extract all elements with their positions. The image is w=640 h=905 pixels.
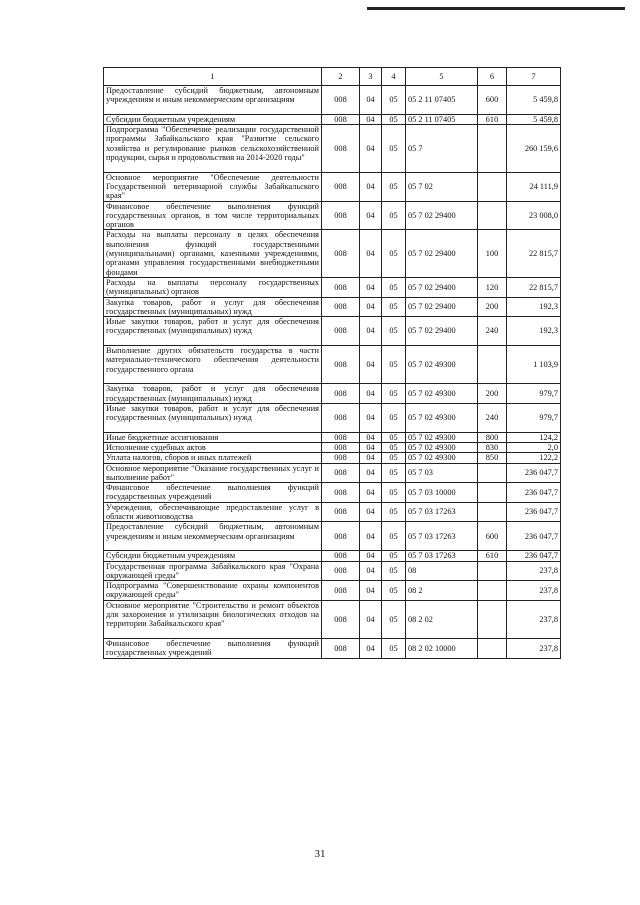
code-csr: 05 7 [406, 125, 478, 173]
code-csr: 08 2 02 10000 [406, 638, 478, 658]
code-rz: 04 [360, 432, 382, 442]
code-gr: 008 [322, 317, 360, 346]
code-csr: 05 7 02 49300 [406, 432, 478, 442]
code-csr: 05 7 03 17263 [406, 522, 478, 551]
table-row [104, 502, 561, 522]
code-rz: 04 [360, 384, 382, 404]
code-pr: 05 [382, 432, 406, 442]
code-vr [478, 463, 507, 483]
code-pr: 05 [382, 384, 406, 404]
row-name: Расходы на выплаты персоналу государственных (муниципальных) органов [104, 277, 322, 297]
amount: 236 047,7 [507, 502, 561, 522]
row-name: Подпрограмма "Обеспечение реализации государственной программы Забайкальского края "Развитие сельского хозяйства и регулирование рынков сельскохозяйственной продукции, сырья и продовольствия на 2014-2020 годы" [104, 125, 322, 173]
code-pr: 05 [382, 443, 406, 453]
code-csr: 05 2 11 07405 [406, 114, 478, 124]
code-gr: 008 [322, 277, 360, 297]
code-pr: 05 [382, 172, 406, 201]
amount: 237,8 [507, 600, 561, 638]
row-name: Подпрограмма "Совершенствование охраны компонентов окружающей среды" [104, 581, 322, 601]
code-rz: 04 [360, 346, 382, 384]
code-pr: 05 [382, 638, 406, 658]
code-gr: 008 [322, 463, 360, 483]
column-header: 7 [507, 68, 561, 86]
code-gr: 008 [322, 522, 360, 551]
table-row [104, 443, 561, 453]
code-csr: 08 2 02 [406, 600, 478, 638]
amount: 236 047,7 [507, 483, 561, 503]
table-row [104, 384, 561, 404]
code-vr: 200 [478, 297, 507, 317]
table-row [104, 125, 561, 173]
table-row [104, 403, 561, 432]
row-name: Государственная программа Забайкальского края "Охрана окружающей среды" [104, 561, 322, 581]
code-csr: 05 7 02 29400 [406, 297, 478, 317]
code-gr: 008 [322, 453, 360, 463]
code-pr: 05 [382, 114, 406, 124]
amount: 236 047,7 [507, 522, 561, 551]
table-row [104, 230, 561, 278]
amount: 979,7 [507, 384, 561, 404]
row-name: Иные закупки товаров, работ и услуг для обеспечения государственных (муниципальных) нужд [104, 317, 322, 346]
amount: 1 103,9 [507, 346, 561, 384]
amount: 237,8 [507, 581, 561, 601]
row-name: Иные закупки товаров, работ и услуг для обеспечения государственных (муниципальных) нужд [104, 403, 322, 432]
code-vr: 100 [478, 230, 507, 278]
column-header: 4 [382, 68, 406, 86]
row-name: Основное мероприятие "Оказание государственных услуг и выполнение работ" [104, 463, 322, 483]
table-row [104, 453, 561, 463]
amount: 2,0 [507, 443, 561, 453]
column-header: 5 [406, 68, 478, 86]
amount: 236 047,7 [507, 463, 561, 483]
code-gr: 008 [322, 297, 360, 317]
code-csr: 08 2 [406, 581, 478, 601]
code-rz: 04 [360, 581, 382, 601]
code-pr: 05 [382, 277, 406, 297]
row-name: Основное мероприятие "Обеспечение деятельности Государственной ветеринарной службы Забайкальского края" [104, 172, 322, 201]
row-name: Закупка товаров, работ и услуг для обеспечения государственных (муниципальных) нужд [104, 384, 322, 404]
code-vr [478, 600, 507, 638]
table-row [104, 463, 561, 483]
budget-table [103, 67, 561, 659]
code-vr [478, 502, 507, 522]
code-gr: 008 [322, 172, 360, 201]
table-body [104, 86, 561, 659]
code-pr: 05 [382, 230, 406, 278]
code-rz: 04 [360, 600, 382, 638]
table-row [104, 114, 561, 124]
code-vr: 240 [478, 403, 507, 432]
row-name: Субсидии бюджетным учреждениям [104, 114, 322, 124]
amount: 192,3 [507, 297, 561, 317]
code-gr: 008 [322, 551, 360, 561]
code-rz: 04 [360, 230, 382, 278]
code-pr: 05 [382, 125, 406, 173]
amount: 979,7 [507, 403, 561, 432]
row-name: Финансовое обеспечение выполнения функций государственных учреждений [104, 638, 322, 658]
table-row [104, 638, 561, 658]
code-vr: 120 [478, 277, 507, 297]
column-header: 6 [478, 68, 507, 86]
code-pr: 05 [382, 551, 406, 561]
table-row [104, 346, 561, 384]
code-csr: 05 7 02 49300 [406, 346, 478, 384]
code-pr: 05 [382, 522, 406, 551]
table-row [104, 317, 561, 346]
code-gr: 008 [322, 201, 360, 230]
code-vr [478, 638, 507, 658]
code-vr: 240 [478, 317, 507, 346]
code-vr: 610 [478, 551, 507, 561]
code-vr [478, 201, 507, 230]
code-csr: 05 7 03 17263 [406, 502, 478, 522]
table-row [104, 201, 561, 230]
table-row [104, 581, 561, 601]
code-rz: 04 [360, 317, 382, 346]
code-pr: 05 [382, 403, 406, 432]
code-vr [478, 125, 507, 173]
code-rz: 04 [360, 172, 382, 201]
code-gr: 008 [322, 561, 360, 581]
amount: 22 815,7 [507, 230, 561, 278]
code-vr: 600 [478, 522, 507, 551]
code-rz: 04 [360, 483, 382, 503]
code-pr: 05 [382, 297, 406, 317]
row-name: Основное мероприятие "Строительство и ремонт объектов для захоронения и утилизации биологических отходов на территории Забайкальского края" [104, 600, 322, 638]
code-csr: 05 2 11 07405 [406, 86, 478, 115]
amount: 122,2 [507, 453, 561, 463]
code-pr: 05 [382, 317, 406, 346]
code-pr: 05 [382, 600, 406, 638]
code-vr [478, 561, 507, 581]
code-vr [478, 581, 507, 601]
row-name: Закупка товаров, работ и услуг для обеспечения государственных (муниципальных) нужд [104, 297, 322, 317]
code-vr: 830 [478, 443, 507, 453]
code-vr: 600 [478, 86, 507, 115]
table-row [104, 522, 561, 551]
table-row [104, 86, 561, 115]
code-csr: 05 7 03 [406, 463, 478, 483]
amount: 237,8 [507, 561, 561, 581]
code-vr: 850 [478, 453, 507, 463]
code-rz: 04 [360, 114, 382, 124]
code-gr: 008 [322, 443, 360, 453]
code-pr: 05 [382, 86, 406, 115]
code-rz: 04 [360, 201, 382, 230]
row-name: Выполнение других обязательств государства в части материально-технического обеспечения деятельности государственного органа [104, 346, 322, 384]
amount: 5 459,8 [507, 86, 561, 115]
code-gr: 008 [322, 346, 360, 384]
header-rule [367, 7, 625, 10]
code-gr: 008 [322, 502, 360, 522]
table-row [104, 432, 561, 442]
row-name: Исполнение судебных актов [104, 443, 322, 453]
code-csr: 05 7 02 49300 [406, 384, 478, 404]
code-rz: 04 [360, 453, 382, 463]
code-vr: 800 [478, 432, 507, 442]
row-name: Предоставление субсидий бюджетным, автономным учреждениям и иным некоммерческим организациям [104, 522, 322, 551]
column-header: 2 [322, 68, 360, 86]
table-row [104, 297, 561, 317]
code-csr: 05 7 02 29400 [406, 277, 478, 297]
code-csr: 08 [406, 561, 478, 581]
code-pr: 05 [382, 453, 406, 463]
code-csr: 05 7 02 49300 [406, 403, 478, 432]
table-row [104, 277, 561, 297]
code-gr: 008 [322, 230, 360, 278]
table-row [104, 551, 561, 561]
code-csr: 05 7 02 29400 [406, 230, 478, 278]
code-vr [478, 172, 507, 201]
row-name: Финансовое обеспечение выполнения функций государственных органов, в том числе территориальных органов [104, 201, 322, 230]
table-row [104, 483, 561, 503]
code-csr: 05 7 02 [406, 172, 478, 201]
code-gr: 008 [322, 638, 360, 658]
code-pr: 05 [382, 483, 406, 503]
code-rz: 04 [360, 86, 382, 115]
code-csr: 05 7 02 29400 [406, 317, 478, 346]
code-vr: 200 [478, 384, 507, 404]
table-row [104, 600, 561, 638]
code-csr: 05 7 03 10000 [406, 483, 478, 503]
row-name: Расходы на выплаты персоналу в целях обеспечения выполнения функций государственными (муниципальными) органами, казенными учреждениями, органами управления государственными внебюджетными фондами [104, 230, 322, 278]
code-pr: 05 [382, 463, 406, 483]
code-rz: 04 [360, 551, 382, 561]
code-gr: 008 [322, 600, 360, 638]
code-gr: 008 [322, 114, 360, 124]
code-pr: 05 [382, 346, 406, 384]
code-vr: 610 [478, 114, 507, 124]
amount: 236 047,7 [507, 551, 561, 561]
amount: 260 159,6 [507, 125, 561, 173]
code-gr: 008 [322, 86, 360, 115]
code-rz: 04 [360, 277, 382, 297]
code-rz: 04 [360, 502, 382, 522]
amount: 192,3 [507, 317, 561, 346]
amount: 23 008,0 [507, 201, 561, 230]
code-csr: 05 7 02 49300 [406, 443, 478, 453]
code-pr: 05 [382, 581, 406, 601]
table-row [104, 561, 561, 581]
code-pr: 05 [382, 201, 406, 230]
row-name: Финансовое обеспечение выполнения функций государственных учреждений [104, 483, 322, 503]
amount: 5 459,8 [507, 114, 561, 124]
code-rz: 04 [360, 403, 382, 432]
amount: 237,8 [507, 638, 561, 658]
code-gr: 008 [322, 432, 360, 442]
code-pr: 05 [382, 502, 406, 522]
column-header: 1 [104, 68, 322, 86]
code-rz: 04 [360, 522, 382, 551]
amount: 124,2 [507, 432, 561, 442]
page-number: 31 [314, 848, 326, 860]
code-pr: 05 [382, 561, 406, 581]
table-row [104, 172, 561, 201]
code-gr: 008 [322, 384, 360, 404]
code-rz: 04 [360, 638, 382, 658]
code-gr: 008 [322, 483, 360, 503]
code-rz: 04 [360, 561, 382, 581]
code-csr: 05 7 03 17263 [406, 551, 478, 561]
row-name: Субсидии бюджетным учреждениям [104, 551, 322, 561]
column-header: 3 [360, 68, 382, 86]
code-csr: 05 7 02 49300 [406, 453, 478, 463]
table-header-row [104, 68, 561, 86]
row-name: Иные бюджетные ассигнования [104, 432, 322, 442]
code-gr: 008 [322, 125, 360, 173]
code-rz: 04 [360, 297, 382, 317]
row-name: Предоставление субсидий бюджетным, автономным учреждениям и иным некоммерческим организациям [104, 86, 322, 115]
code-rz: 04 [360, 463, 382, 483]
code-vr [478, 346, 507, 384]
code-csr: 05 7 02 29400 [406, 201, 478, 230]
code-rz: 04 [360, 125, 382, 173]
amount: 22 815,7 [507, 277, 561, 297]
amount: 24 111,9 [507, 172, 561, 201]
code-gr: 008 [322, 581, 360, 601]
code-rz: 04 [360, 443, 382, 453]
code-gr: 008 [322, 403, 360, 432]
code-vr [478, 483, 507, 503]
row-name: Учреждения, обеспечивающие предоставление услуг в области животноводства [104, 502, 322, 522]
row-name: Уплата налогов, сборов и иных платежей [104, 453, 322, 463]
